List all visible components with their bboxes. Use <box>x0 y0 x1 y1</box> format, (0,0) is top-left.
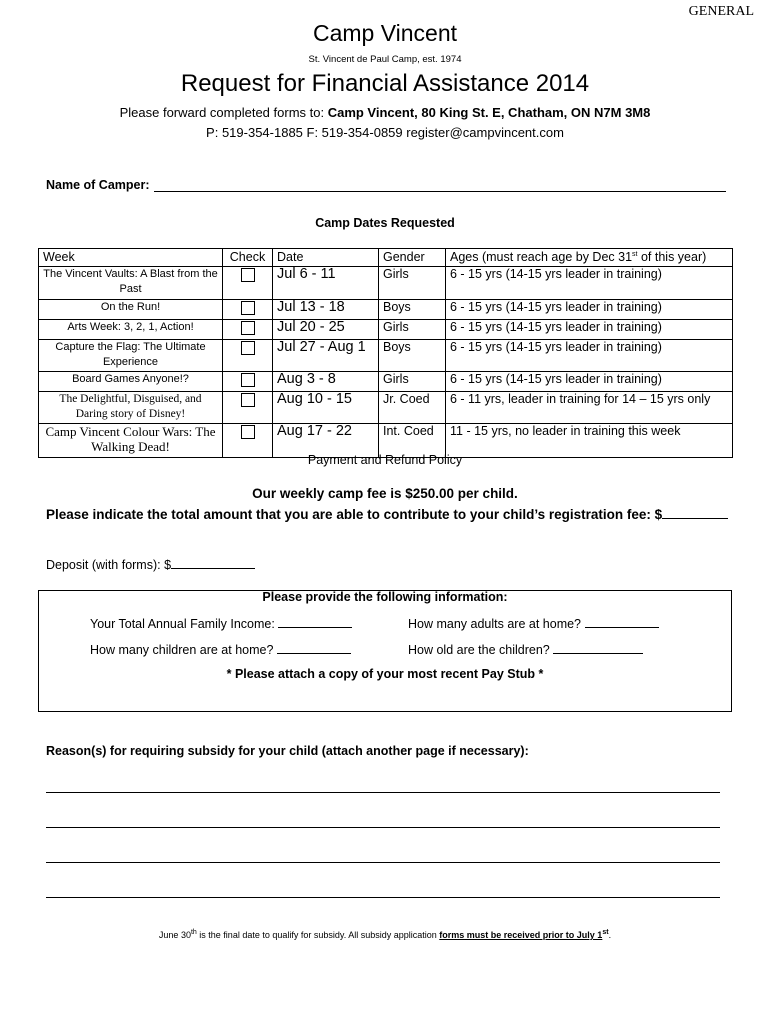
table-row <box>39 392 733 424</box>
info-heading: Please provide the following information: <box>262 590 508 604</box>
col-ages: Ages (must reach age by Dec 31st of this year) <box>446 249 733 267</box>
week-name: Board Games Anyone!? <box>39 372 223 392</box>
reason-line-4[interactable] <box>46 897 720 898</box>
week-ages: 6 - 15 yrs (14-15 yrs leader in training) <box>446 300 733 320</box>
week-ages: 6 - 15 yrs (14-15 yrs leader in training) <box>446 320 733 340</box>
table-row <box>39 320 733 340</box>
week-ages: 6 - 15 yrs (14-15 yrs leader in training) <box>446 340 733 372</box>
table-row <box>39 267 733 300</box>
col-week: Week <box>39 249 223 267</box>
table-header-row <box>39 249 733 267</box>
week-checkbox[interactable] <box>241 301 255 315</box>
forward-address: Camp Vincent, 80 King St. E, Chatham, ON N7M 3M8 <box>327 105 651 120</box>
week-date: Aug 3 - 8 <box>273 372 379 392</box>
camper-name-label: Name of Camper: <box>46 178 150 192</box>
week-ages: 6 - 15 yrs (14-15 yrs leader in training) <box>446 267 733 300</box>
income-field[interactable] <box>278 615 352 628</box>
weekly-fee-line: Our weekly camp fee is $250.00 per child. <box>252 486 518 501</box>
week-name: The Delightful, Disguised, and Daring story of Disney! <box>39 392 223 424</box>
children-ages-row <box>408 641 643 657</box>
org-name: Camp Vincent <box>312 20 458 46</box>
footer-note: June 30th is the final date to qualify for subsidy. All subsidy application forms must be received prior to July 1st. <box>158 929 612 940</box>
corner-label: GENERAL <box>688 4 754 19</box>
deposit-field[interactable] <box>171 556 255 569</box>
forward-prefix: Please forward completed forms to: <box>119 105 328 120</box>
income-label: Your Total Annual Family Income: <box>90 617 275 631</box>
contact-line: P: 519-354-1885 F: 519-354-0859 register@campvincent.com <box>206 125 564 140</box>
week-date: Jul 27 - Aug 1 <box>273 340 379 372</box>
week-checkbox[interactable] <box>241 321 255 335</box>
week-checkbox[interactable] <box>241 341 255 355</box>
camp-dates-heading: Camp Dates Requested <box>315 216 455 230</box>
col-check: Check <box>223 249 273 267</box>
contribution-line <box>46 506 728 522</box>
reason-line-3[interactable] <box>46 862 720 863</box>
week-ages: 6 - 15 yrs (14-15 yrs leader in training) <box>446 372 733 392</box>
table-row <box>39 340 733 372</box>
week-date: Jul 13 - 18 <box>273 300 379 320</box>
children-ages-field[interactable] <box>553 641 643 654</box>
week-date: Aug 10 - 15 <box>273 392 379 424</box>
week-gender: Boys <box>379 300 446 320</box>
children-label: How many children are at home? <box>90 643 274 657</box>
table-row <box>39 300 733 320</box>
week-gender: Int. Coed <box>379 424 446 458</box>
week-gender: Girls <box>379 267 446 300</box>
children-field[interactable] <box>277 641 351 654</box>
week-ages: 6 - 11 yrs, leader in training for 14 – 15 yrs only <box>446 392 733 424</box>
week-checkbox[interactable] <box>241 393 255 407</box>
week-checkbox[interactable] <box>241 373 255 387</box>
children-ages-label: How old are the children? <box>408 643 550 657</box>
children-row <box>90 641 351 657</box>
camp-dates-table <box>38 248 733 458</box>
adults-row <box>408 615 659 631</box>
reason-line-1[interactable] <box>46 792 720 793</box>
week-name: Camp Vincent Colour Wars: The Walking Dead! <box>39 424 223 458</box>
reason-line-2[interactable] <box>46 827 720 828</box>
col-gender: Gender <box>379 249 446 267</box>
week-checkbox[interactable] <box>241 268 255 282</box>
org-subtitle: St. Vincent de Paul Camp, est. 1974 <box>308 54 462 65</box>
income-row <box>90 615 352 631</box>
week-gender: Girls <box>379 320 446 340</box>
table-row <box>39 372 733 392</box>
payment-policy-label: Payment and Refund Policy <box>307 453 463 467</box>
camper-name-field[interactable] <box>154 191 726 192</box>
week-date: Aug 17 - 22 <box>273 424 379 458</box>
week-checkbox[interactable] <box>241 425 255 439</box>
deposit-label: Deposit (with forms): $ <box>46 558 172 572</box>
week-gender: Jr. Coed <box>379 392 446 424</box>
deposit-line <box>46 556 255 572</box>
week-gender: Boys <box>379 340 446 372</box>
page-title: Request for Financial Assistance 2014 <box>180 70 590 97</box>
contribution-field[interactable] <box>662 506 728 519</box>
forward-address-line <box>0 105 770 120</box>
week-name: The Vincent Vaults: A Blast from the Past <box>39 267 223 300</box>
col-date: Date <box>273 249 379 267</box>
adults-label: How many adults are at home? <box>408 617 582 631</box>
pay-stub-note: * Please attach a copy of your most recent Pay Stub * <box>226 667 544 681</box>
week-date: Jul 20 - 25 <box>273 320 379 340</box>
week-name: On the Run! <box>39 300 223 320</box>
week-date: Jul 6 - 11 <box>273 267 379 300</box>
week-name: Arts Week: 3, 2, 1, Action! <box>39 320 223 340</box>
week-name: Capture the Flag: The Ultimate Experience <box>39 340 223 372</box>
week-gender: Girls <box>379 372 446 392</box>
reasons-label: Reason(s) for requiring subsidy for your child (attach another page if necessary): <box>46 744 529 758</box>
adults-field[interactable] <box>585 615 659 628</box>
contribution-label: Please indicate the total amount that you are able to contribute to your child’s registration fee: $ <box>46 507 663 522</box>
week-ages: 11 - 15 yrs, no leader in training this week <box>446 424 733 458</box>
